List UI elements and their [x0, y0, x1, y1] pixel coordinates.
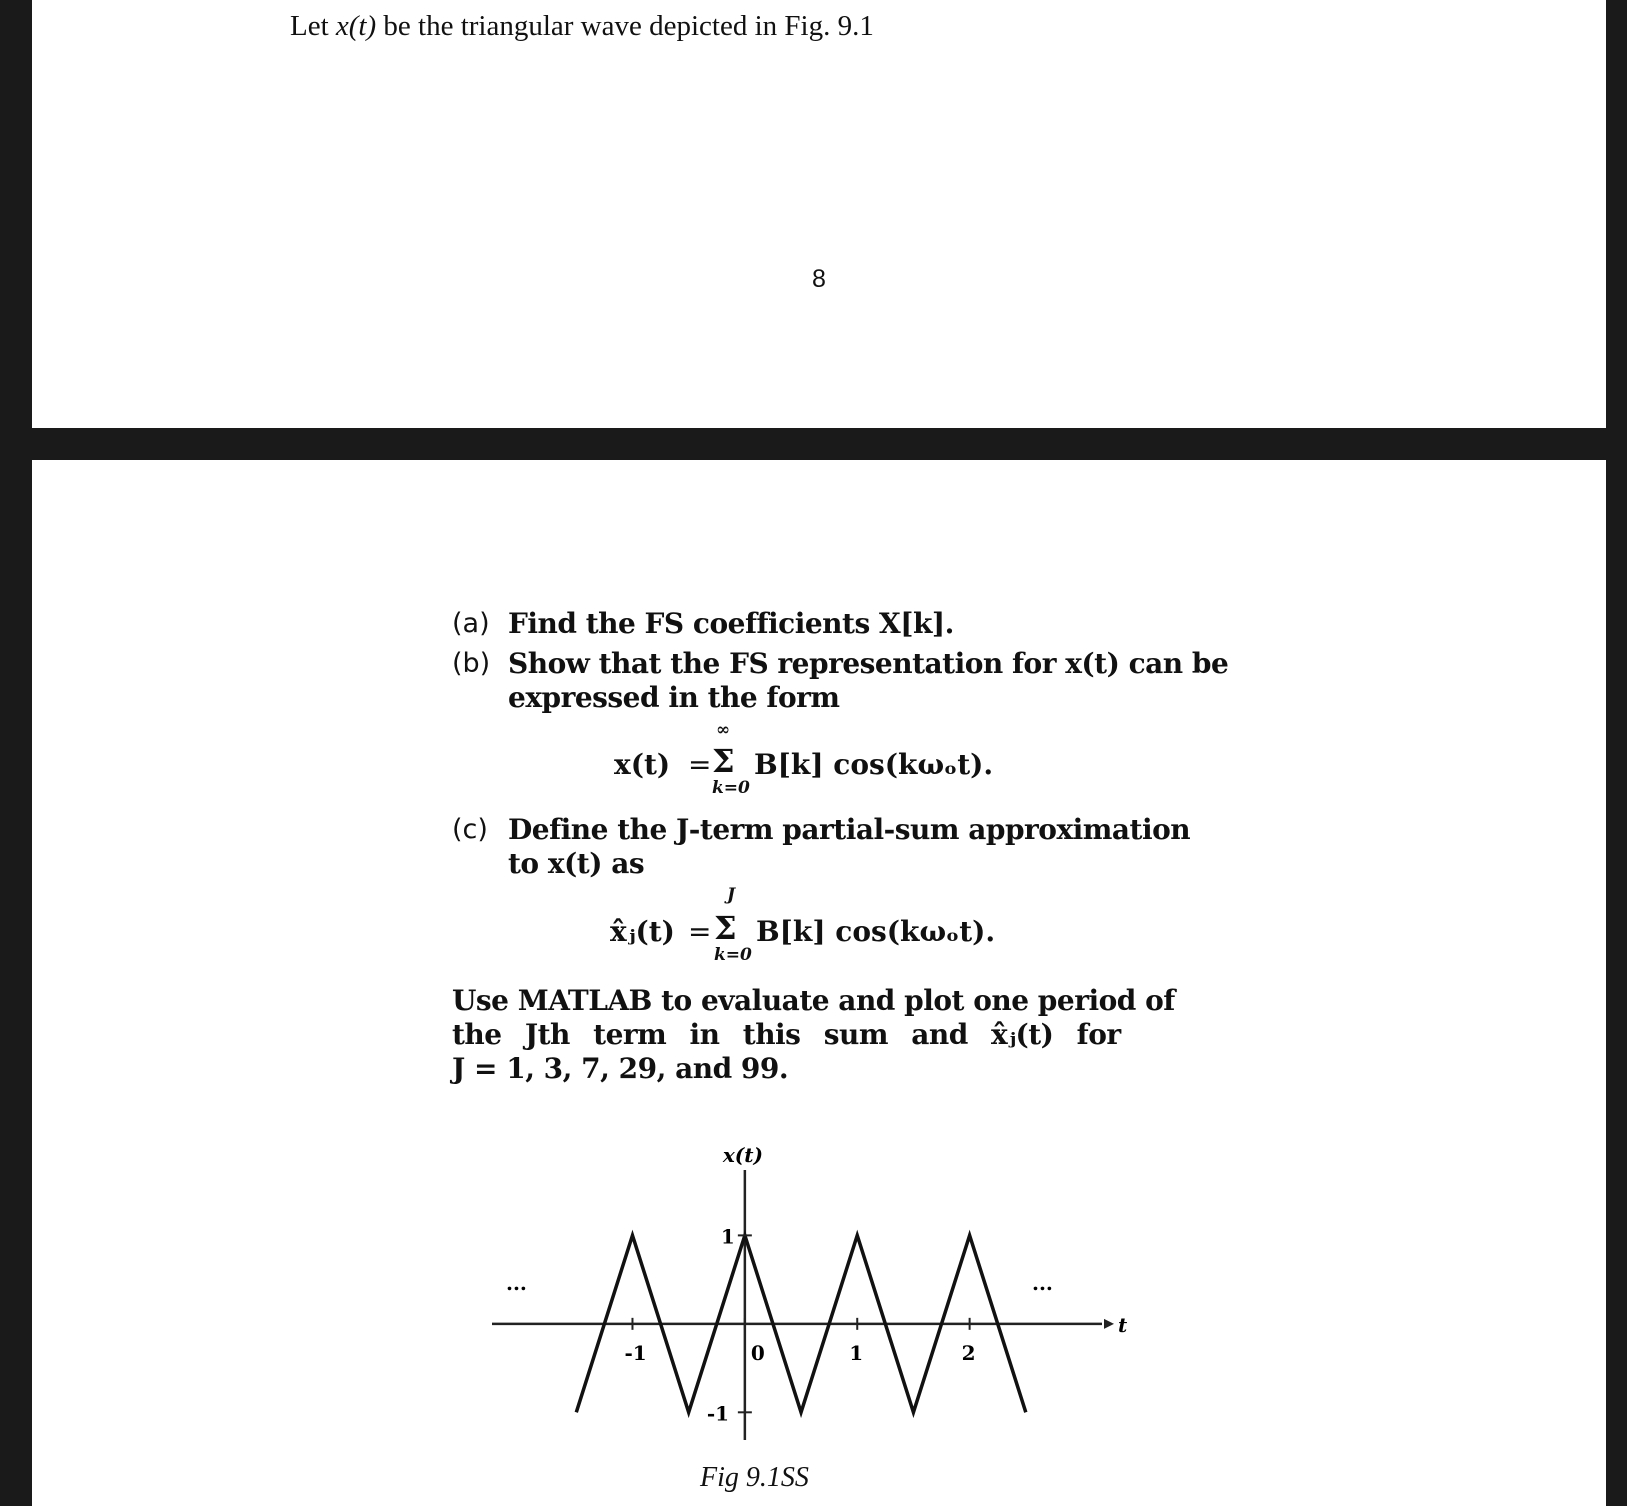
part-b-text-line2: expressed in the form — [508, 681, 840, 714]
matlab-line1: Use MATLAB to evaluate and plot one period of — [452, 984, 1175, 1017]
eq1-upper-limit: ∞ — [716, 720, 731, 740]
part-b-text-line1: Show that the FS representation for x(t) can be — [508, 647, 1229, 680]
eq2-equals: = — [688, 915, 712, 948]
x-tick-label-0: 0 — [750, 1340, 765, 1365]
figure-caption: Fig 9.1SS — [700, 1462, 809, 1493]
part-c-label: (c) — [452, 814, 488, 845]
eq2-rhs: B[k] cos(kωₒt). — [756, 915, 996, 948]
eq2-upper-limit: J — [727, 885, 736, 905]
part-a-text: Find the FS coefficients X[k]. — [508, 607, 954, 640]
y-tick-label--1: -1 — [706, 1401, 730, 1426]
left-ellipsis: ... — [506, 1270, 527, 1295]
intro-sentence — [290, 10, 874, 43]
matlab-line3: J = 1, 3, 7, 29, and 99. — [452, 1052, 789, 1085]
matlab-line2: the Jth term in this sum and x̂ⱼ(t) for — [452, 1018, 1121, 1051]
x-axis-label: t — [1118, 1312, 1128, 1337]
x-axis-arrow — [1104, 1319, 1114, 1329]
triangular-wave-chart — [32, 460, 1606, 1506]
right-ellipsis: ... — [1032, 1270, 1053, 1295]
y-tick-label-1: 1 — [720, 1224, 735, 1249]
eq2-sigma: Σ — [714, 909, 737, 947]
part-c-text-line1: Define the J-term partial-sum approximation — [508, 813, 1191, 846]
intro-variable: x(t) — [335, 10, 377, 42]
eq1-rhs: B[k] cos(kωₒt). — [754, 748, 994, 781]
part-a-label: (a) — [452, 608, 490, 639]
eq2-lower-limit: k=0 — [714, 945, 752, 965]
page-2 — [32, 460, 1606, 1506]
eq1-equals: = — [688, 748, 712, 781]
x-tick-label-2: 2 — [961, 1340, 976, 1365]
y-axis-label: x(t) — [722, 1143, 763, 1167]
eq1-lhs: x(t) — [614, 748, 671, 781]
page-number: 8 — [812, 265, 826, 293]
eq1-sigma: Σ — [712, 742, 735, 780]
intro-rest: be the triangular wave depicted in Fig. 9.1 — [383, 10, 874, 42]
part-c-text-line2: to x(t) as — [508, 847, 645, 880]
intro-let: Let — [290, 10, 329, 42]
x-tick-label--1: -1 — [624, 1340, 647, 1365]
x-tick-label-1: 1 — [849, 1340, 864, 1365]
eq2-lhs: x̂ⱼ(t) — [610, 915, 675, 948]
page-1 — [32, 0, 1606, 428]
eq1-lower-limit: k=0 — [712, 778, 750, 798]
part-b-label: (b) — [452, 648, 491, 679]
